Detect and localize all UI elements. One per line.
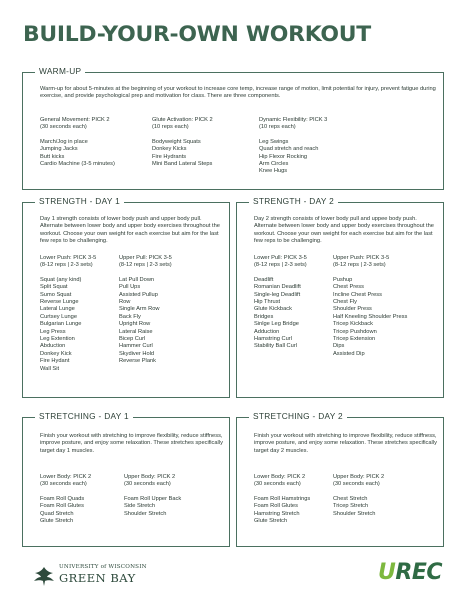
- column-heading: Glute Activation: PICK 2: [152, 117, 213, 123]
- list-item: Deadlift: [254, 276, 274, 283]
- urec-logo-u: U: [378, 560, 396, 585]
- column-subheading: (10 reps each): [259, 124, 296, 131]
- list-item: Skydiver Hold: [119, 350, 155, 357]
- column-subheading: (30 seconds each): [40, 481, 87, 488]
- list-item: Split Squat: [40, 284, 68, 291]
- list-item: Upright Row: [119, 321, 151, 328]
- list-item: Reverse Plank: [119, 358, 156, 365]
- list-item: Single-leg Deadlift: [254, 291, 301, 298]
- column-heading: Upper Push: PICK 3-5: [333, 255, 390, 261]
- list-item: Cardio Machine (3-5 minutes): [40, 161, 115, 168]
- list-item: Abduction: [40, 343, 66, 350]
- stretching-day1-upper: [124, 474, 181, 518]
- list-item: Adduction: [254, 328, 280, 335]
- list-item: Lateral Raise: [119, 328, 153, 335]
- strength-day1-upper-pull: [119, 255, 172, 366]
- stretching-day1-intro: Finish your workout with stretching to improve flexibility, reduce stiffness, improve posture, and enjoy some relaxation. These stretches specifically target day 1 muscles.: [40, 433, 223, 454]
- list-item: Lateral Lunge: [40, 306, 75, 313]
- list-item: Bicep Curl: [119, 336, 146, 343]
- column-subheading: (8-12 reps | 2-3 sets): [333, 262, 386, 269]
- list-item: Mini Band Lateral Steps: [152, 161, 213, 168]
- list-item: Hamstring Stretch: [254, 510, 300, 517]
- strength-day1-lower-push: [40, 255, 96, 373]
- list-item: Assisted Pullup: [119, 291, 158, 298]
- list-item: Foam Roll Upper Back: [124, 495, 182, 502]
- list-item: Donkey Kick: [40, 350, 72, 357]
- list-item: Tricep Kickback: [333, 321, 373, 328]
- list-item: Arm Circles: [259, 161, 289, 168]
- column-subheading: (30 seconds each): [333, 481, 380, 488]
- list-item: Assisted Dip: [333, 350, 365, 357]
- column-heading: Lower Body: PICK 2: [254, 474, 306, 480]
- column-heading: Lower Pull: PICK 3-5: [254, 255, 307, 261]
- list-item: Chest Press: [333, 284, 364, 291]
- stretching-day1-title: STRETCHING - DAY 1: [35, 411, 133, 421]
- column-heading: Lower Body: PICK 2: [40, 474, 92, 480]
- column-heading: Upper Body: PICK 2: [124, 474, 176, 480]
- list-item: Tricep Pushdown: [333, 328, 377, 335]
- list-item: Chest Stretch: [333, 495, 368, 502]
- urec-logo-rest: REC: [395, 560, 442, 585]
- list-item: Bulgarian Lunge: [40, 321, 82, 328]
- column-heading: Upper Pull: PICK 3-5: [119, 255, 172, 261]
- list-item: Fire Hydant: [40, 358, 70, 365]
- list-item: Butt kicks: [40, 153, 65, 160]
- stretching-day2-lower: [254, 474, 310, 525]
- list-item: Hip Flexor Rocking: [259, 153, 308, 160]
- list-item: Glute Stretch: [254, 518, 288, 525]
- list-item: Leg Swings: [259, 138, 289, 145]
- list-item: March/Jog in place: [40, 138, 88, 145]
- column-subheading: (8-12 reps | 2-3 sets): [40, 262, 93, 269]
- list-item: Donkey Kicks: [152, 146, 187, 153]
- list-item: Jumping Jacks: [40, 146, 78, 153]
- list-item: Bodyweight Squats: [152, 138, 201, 145]
- page-title: BUILD-YOUR-OWN WORKOUT: [23, 22, 371, 47]
- uw-phoenix-icon: [32, 565, 56, 592]
- list-item: Incline Chest Press: [333, 291, 382, 298]
- list-item: Pushup: [333, 276, 353, 283]
- list-item: Lat Pull Down: [119, 276, 155, 283]
- column-subheading: (8-12 reps | 2-3 sets): [254, 262, 307, 269]
- warmup-column-glute: [152, 117, 213, 168]
- warmup-column-dynamic: [259, 117, 327, 176]
- column-subheading: (10 reps each): [152, 124, 189, 131]
- column-subheading: (30 seconds each): [40, 124, 87, 131]
- strength-day2-upper-push: [333, 255, 407, 358]
- stretching-day1-section: [22, 411, 230, 547]
- stretching-day2-upper: [333, 474, 384, 518]
- warmup-title: WARM-UP: [35, 66, 85, 76]
- list-item: Leg Press: [40, 328, 66, 335]
- list-item: Romanian Deadlift: [254, 284, 301, 291]
- column-heading: Dynamic Flexibility: PICK 3: [259, 117, 328, 123]
- list-item: Glute Stretch: [40, 518, 74, 525]
- uw-green-bay-text: GREEN BAY: [59, 571, 136, 585]
- list-item: Reverse Lunge: [40, 299, 79, 306]
- list-item: Foam Roll Hamstrings: [254, 495, 311, 502]
- list-item: Tricep Extension: [333, 336, 376, 343]
- list-item: Hamstring Curl: [254, 336, 292, 343]
- list-item: Knee Hugs: [259, 168, 288, 175]
- strength-day1-intro: Day 1 strength consists of lower body push and upper body pull. Alternate between lower body and upper body exercises throughout the workout. Choose your own weight for each exercise but aim for the last few reps to be challenging.: [40, 216, 220, 245]
- list-item: Pull Ups: [119, 284, 141, 291]
- list-item: Row: [119, 299, 131, 306]
- warmup-section: [22, 66, 444, 190]
- strength-day2-section: [236, 196, 444, 398]
- list-item: Shoulder Stretch: [124, 510, 167, 517]
- list-item: Side Stretch: [124, 503, 155, 510]
- strength-day1-section: [22, 196, 230, 398]
- column-subheading: (8-12 reps | 2-3 sets): [119, 262, 172, 269]
- urec-logo: [378, 560, 442, 585]
- list-item: Leg Extention: [40, 336, 75, 343]
- list-item: Stability Ball Curl: [254, 343, 297, 350]
- list-item: Sumo Squat: [40, 291, 72, 298]
- list-item: Curtsey Lunge: [40, 313, 77, 320]
- stretching-day2-title: STRETCHING - DAY 2: [249, 411, 347, 421]
- strength-day2-lower-pull: [254, 255, 307, 351]
- list-item: Sinlge Leg Bridge: [254, 321, 299, 328]
- list-item: Back Fly: [119, 313, 141, 320]
- list-item: Chest Fly: [333, 299, 358, 306]
- list-item: Dips: [333, 343, 345, 350]
- list-item: Foam Roll Glutes: [40, 503, 84, 510]
- stretching-day2-intro: Finish your workout with stretching to improve flexibility, reduce stiffness, improve posture, and enjoy some relaxation. These stretches specifically target day 2 muscles.: [254, 433, 437, 454]
- column-heading: Upper Body: PICK 2: [333, 474, 385, 480]
- list-item: Squat (any kind): [40, 276, 82, 283]
- list-item: Hammer Curl: [119, 343, 153, 350]
- list-item: Glute Kickback: [254, 306, 292, 313]
- list-item: Foam Roll Glutes: [254, 503, 298, 510]
- list-item: Wall Sit: [40, 365, 60, 372]
- stretching-day1-lower: [40, 474, 91, 525]
- warmup-column-general: [40, 117, 115, 168]
- strength-day1-title: STRENGTH - DAY 1: [35, 196, 124, 206]
- list-item: Foam Roll Quads: [40, 495, 85, 502]
- column-heading: Lower Push: PICK 3-5: [40, 255, 97, 261]
- warmup-intro: Warm-up for about 5-minutes at the beginning of your workout to increase core temp, increase range of motion, limit potential for injury, prevent fatigue during exercise, and provide psychological prep and motivation for class. There are three components.: [40, 86, 436, 100]
- list-item: Shoulder Press: [333, 306, 372, 313]
- list-item: Quad Stretch: [40, 510, 74, 517]
- list-item: Fire Hydrants: [152, 153, 187, 160]
- column-subheading: (30 seconds each): [124, 481, 171, 488]
- uw-university-text: UNIVERSITY of WISCONSIN: [59, 564, 147, 570]
- column-heading: General Movement: PICK 2: [40, 117, 110, 123]
- column-subheading: (30 seconds each): [254, 481, 301, 488]
- strength-day2-title: STRENGTH - DAY 2: [249, 196, 338, 206]
- stretching-day2-section: [236, 411, 444, 547]
- list-item: Tricep Stretch: [333, 503, 369, 510]
- list-item: Hip Thrust: [254, 299, 281, 306]
- list-item: Bridges: [254, 313, 274, 320]
- list-item: Half Kneeling Shoulder Press: [333, 313, 408, 320]
- list-item: Quad stretch and reach: [259, 146, 319, 153]
- strength-day2-intro: Day 2 strength consists of lower body pull and uppee body push. Alternate between lower body and upper body exercises throughout the workout. Choose your own weight for each exercise but aim for the last few reps to be challenging.: [254, 216, 434, 245]
- list-item: Shoulder Stretch: [333, 510, 376, 517]
- list-item: Single Arm Row: [119, 306, 160, 313]
